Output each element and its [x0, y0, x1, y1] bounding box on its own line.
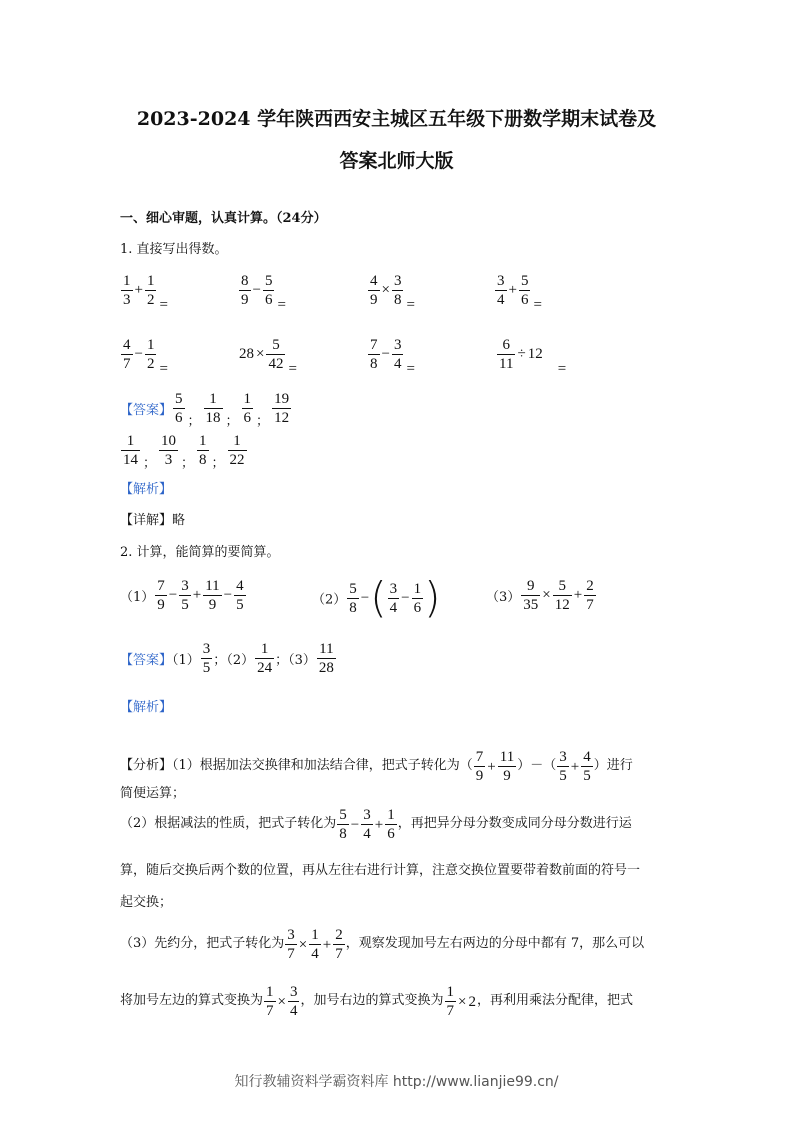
- q2-analysis-label: 【解析】: [120, 700, 173, 715]
- q2-fenxi-3-line2: 将加号左边的算式变换为 $\frac{1}{7}$ × $\frac{3}{4}$ ，加号右边的算式变换为 $\frac{1}{7}$ × 2，再利用乘法分配律，把式: [120, 984, 633, 1019]
- q2-fenxi-2-line2: 算，随后交换后两个数的位置，再从左往右进行计算，注意交换位置要带着数前面的符号一: [120, 863, 641, 878]
- page-title-line2: 答案北师大版: [339, 150, 454, 172]
- q1-item-6: 28 × $\frac{5}{42}$ =: [239, 337, 297, 377]
- q2-fenxi-3: （3）先约分，把式子转化为 $\frac{3}{7}$ × $\frac{1}{4}$ + $\frac{2}{7}$ ，观察发现加号左右两边的分母中都有 7，那么可以: [120, 927, 645, 962]
- q1-item-7: $\frac{7}{8}$ − $\frac{3}{4}$ =: [370, 337, 415, 377]
- q2-fenxi-2: （2）根据减法的性质，把式子转化为 $\frac{5}{8}$ − $\frac{3}{4}$ + $\frac{1}{6}$ ，再把异分母分数变成同分母分数进行运: [120, 807, 632, 842]
- answer-label: 【答案】: [120, 403, 173, 418]
- question-1-prompt: 1. 直接写出得数。: [120, 242, 228, 257]
- q2-fenxi-1-cont: 简便运算；: [120, 786, 186, 801]
- q1-item-1: $\frac{1}{3}$ + $\frac{1}{2}$ =: [123, 273, 168, 313]
- q1-item-2: $\frac{8}{9}$ − $\frac{5}{6}$ =: [241, 273, 286, 313]
- q2-fenxi-2-line3: 起交换；: [120, 895, 173, 910]
- q1-item-5: $\frac{4}{7}$ − $\frac{1}{2}$ =: [123, 337, 168, 377]
- q2-fenxi-1: 【分析】（1）根据加法交换律和加法结合律，把式子转化为（ $\frac{7}{9}$ + $\frac{11}{9}$ ）－（ $\frac{3}{5}$ + $\frac{4}{5}$ ）进行: [120, 749, 633, 784]
- q1-item-3: $\frac{4}{9}$ × $\frac{3}{8}$ =: [370, 273, 415, 313]
- q2-part-3: （3） $\frac{9}{35}$ × $\frac{5}{12}$ + $\frac{2}{7}$: [486, 578, 594, 613]
- q1-analysis-label: 【解析】: [120, 482, 173, 497]
- q2-answer-row: 【答案】（1） $\frac{3}{5}$ ；（2） $\frac{1}{24}$ ；（3） $\frac{11}{28}$: [120, 641, 334, 676]
- footer-watermark: 知行教辅资料学霸资料库 http://www.lianjie99.cn/: [234, 1074, 559, 1090]
- page-title-line1: 2023-2024 学年陕西西安主城区五年级下册数学期末试卷及: [136, 108, 657, 130]
- q2-part-1: （1） $\frac{7}{9}$ − $\frac{3}{5}$ + $\frac{11}{9}$ − $\frac{4}{5}$: [120, 578, 244, 613]
- q1-item-8: $\frac{6}{11}$ ÷ 12=: [499, 337, 567, 377]
- q1-answer-row-1: 【答案】 $\frac{5}{6}$ $_;$ $\frac{1}{18}$ $_;$ $\frac{1}{6}$ $_;$ $\frac{19}{12}$: [120, 391, 290, 429]
- q2-part-2: （2） $\frac{5}{8}$ −( $\frac{3}{4}$ − $\frac{1}{6}$ ): [312, 573, 441, 622]
- q1-detail: 【详解】略: [120, 513, 186, 528]
- q1-item-4: $\frac{3}{4}$ + $\frac{5}{6}$ =: [497, 273, 542, 313]
- question-2-prompt: 2. 计算，能简算的要简算。: [120, 545, 280, 560]
- section-heading: 一、细心审题，认真计算。（24分）: [120, 211, 327, 226]
- q1-answer-row-2: $\frac{1}{14}$ $_;$ $\frac{10}{3}$ $_;$ $\frac{1}{8}$ $_;$ $\frac{1}{22}$: [123, 433, 245, 471]
